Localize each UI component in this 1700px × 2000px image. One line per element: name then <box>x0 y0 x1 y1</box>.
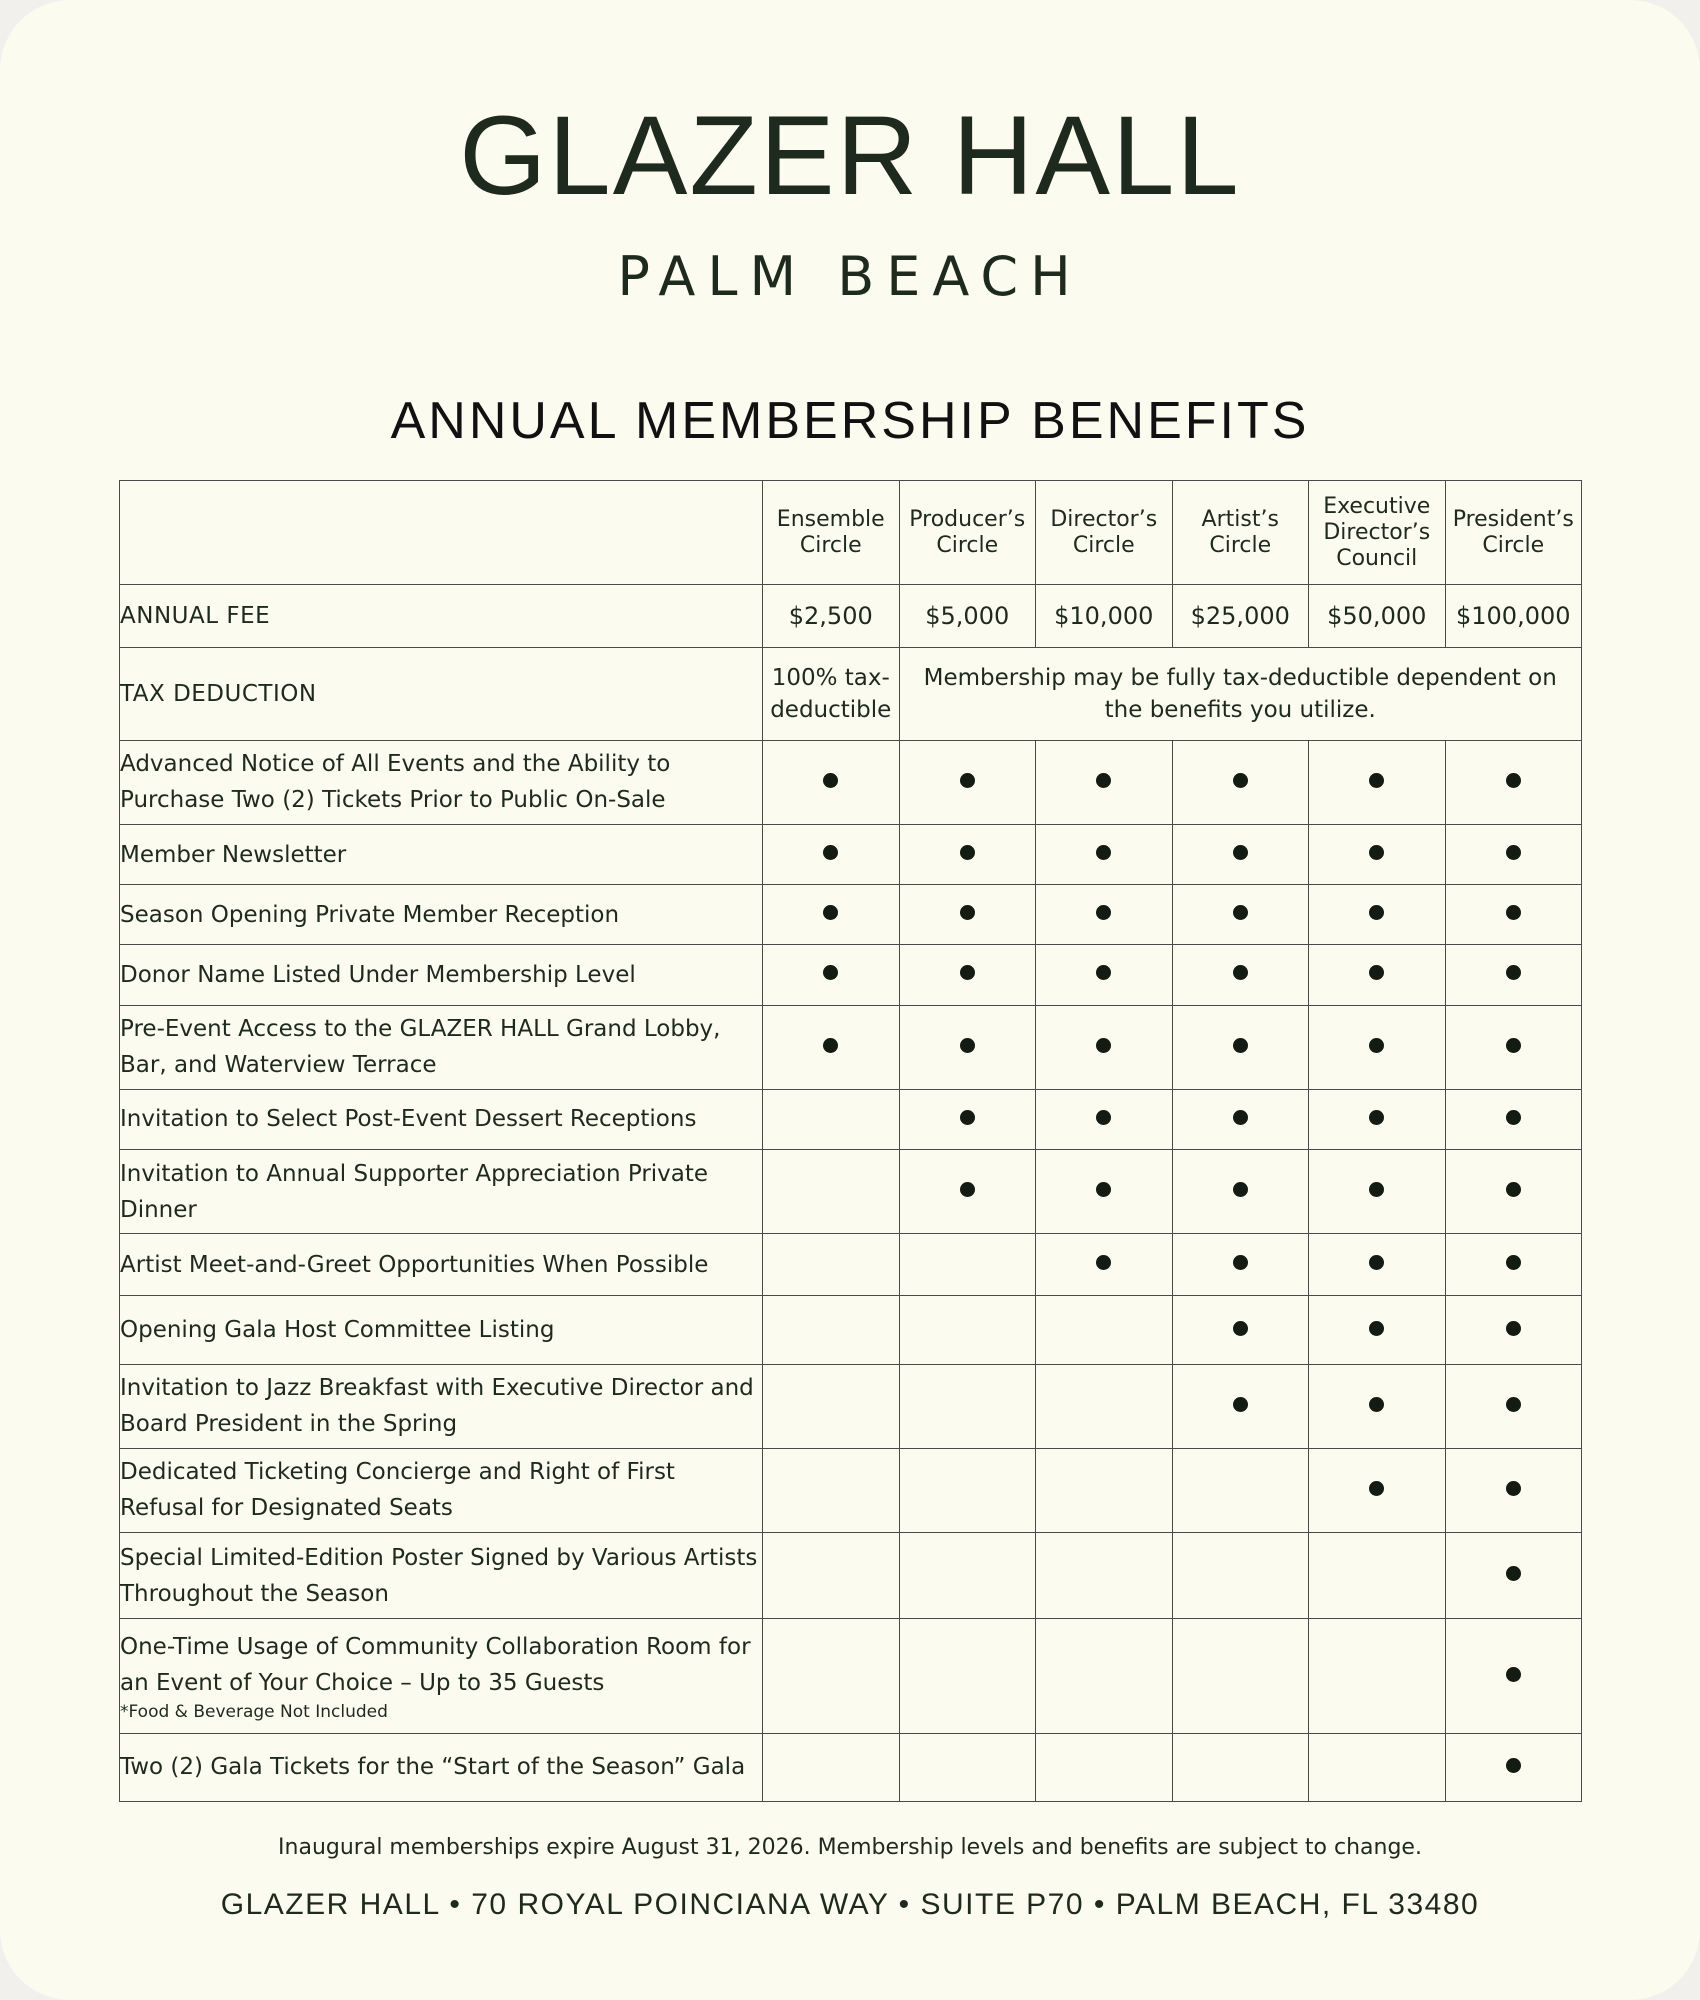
benefit-row <box>120 1733 1582 1801</box>
included-dot-icon <box>1506 1038 1521 1053</box>
benefit-cell-presidents <box>1445 1005 1582 1089</box>
benefit-cell-executive-directors <box>1309 740 1446 824</box>
benefit-cell-ensemble <box>763 1364 900 1448</box>
benefit-cell-artists <box>1172 1619 1309 1733</box>
benefit-label-cell <box>120 1296 763 1364</box>
benefit-cell-executive-directors <box>1309 1733 1446 1801</box>
benefit-cell-ensemble <box>763 945 900 1005</box>
benefit-cell-executive-directors <box>1309 1296 1446 1364</box>
benefit-cell-artists <box>1172 740 1309 824</box>
included-dot-icon <box>1233 1321 1248 1336</box>
benefit-cell-directors <box>1036 1733 1173 1801</box>
benefit-label-cell <box>120 1234 763 1296</box>
benefit-label: Season Opening Private Member Reception <box>120 901 620 928</box>
included-dot-icon <box>1506 1182 1521 1197</box>
tax-deduction-label: TAX DEDUCTION <box>120 647 763 740</box>
tier-header-executive-directors: Executive Director’s Council <box>1309 481 1446 585</box>
included-dot-icon <box>1233 1110 1248 1125</box>
included-dot-icon <box>1369 1038 1384 1053</box>
benefit-cell-ensemble <box>763 1089 900 1149</box>
benefit-cell-directors <box>1036 1619 1173 1733</box>
benefit-cell-producers <box>899 1364 1036 1448</box>
benefit-cell-directors <box>1036 1089 1173 1149</box>
benefit-cell-executive-directors <box>1309 885 1446 945</box>
benefit-cell-directors <box>1036 1149 1173 1233</box>
included-dot-icon <box>823 905 838 920</box>
benefit-cell-producers <box>899 1005 1036 1089</box>
benefit-label-cell <box>120 740 763 824</box>
included-dot-icon <box>1233 1255 1248 1270</box>
tier-header-row <box>120 481 1582 585</box>
included-dot-icon <box>1506 773 1521 788</box>
included-dot-icon <box>1369 845 1384 860</box>
benefit-cell-presidents <box>1445 1149 1582 1233</box>
annual-fee-row <box>120 585 1582 647</box>
tier-header-presidents: President’s Circle <box>1445 481 1582 585</box>
benefit-cell-presidents <box>1445 1364 1582 1448</box>
included-dot-icon <box>1506 845 1521 860</box>
included-dot-icon <box>960 773 975 788</box>
included-dot-icon <box>823 845 838 860</box>
benefit-label: Opening Gala Host Committee Listing <box>120 1317 555 1343</box>
included-dot-icon <box>1369 1182 1384 1197</box>
benefit-cell-directors <box>1036 1234 1173 1296</box>
benefit-label: Two (2) Gala Tickets for the “Start of the Season” Gala <box>120 1754 746 1781</box>
benefit-cell-presidents <box>1445 740 1582 824</box>
included-dot-icon <box>823 965 838 980</box>
benefit-row <box>120 1448 1582 1532</box>
benefit-cell-artists <box>1172 1005 1309 1089</box>
annual-fee-label: ANNUAL FEE <box>120 585 763 647</box>
brand-subtitle: PALM BEACH <box>617 245 1083 308</box>
benefit-cell-artists <box>1172 1089 1309 1149</box>
benefit-label: Dedicated Ticketing Concierge and Right of First Refusal for Designated Seats <box>120 1459 675 1522</box>
tier-header-artists: Artist’s Circle <box>1172 481 1309 585</box>
included-dot-icon <box>1096 1110 1111 1125</box>
included-dot-icon <box>823 773 838 788</box>
benefit-label: Invitation to Annual Supporter Appreciation Private Dinner <box>120 1160 709 1223</box>
benefit-label: Donor Name Listed Under Membership Level <box>120 961 636 988</box>
benefit-cell-executive-directors <box>1309 825 1446 885</box>
benefit-cell-executive-directors <box>1309 1234 1446 1296</box>
benefit-cell-executive-directors <box>1309 1089 1446 1149</box>
benefit-cell-presidents <box>1445 1296 1582 1364</box>
benefit-cell-presidents <box>1445 1089 1582 1149</box>
included-dot-icon <box>1369 965 1384 980</box>
benefit-cell-presidents <box>1445 885 1582 945</box>
included-dot-icon <box>1506 1667 1521 1682</box>
benefit-label: Artist Meet-and-Greet Opportunities When Possible <box>120 1251 709 1278</box>
benefit-cell-directors <box>1036 1296 1173 1364</box>
benefit-label-cell <box>120 1364 763 1448</box>
included-dot-icon <box>1369 1321 1384 1336</box>
benefit-cell-artists <box>1172 1149 1309 1233</box>
benefit-label: Special Limited-Edition Poster Signed by Various Artists Throughout the Season <box>120 1544 758 1607</box>
benefit-cell-producers <box>899 1448 1036 1532</box>
included-dot-icon <box>1506 1110 1521 1125</box>
included-dot-icon <box>1506 1758 1521 1773</box>
benefit-label-cell <box>120 1448 763 1532</box>
benefit-cell-directors <box>1036 1364 1173 1448</box>
benefit-cell-ensemble <box>763 885 900 945</box>
brand-title: GLAZER HALL <box>459 93 1241 218</box>
address-line: GLAZER HALL • 70 ROYAL POINCIANA WAY • SUITE P70 • PALM BEACH, FL 33480 <box>220 1888 1480 1921</box>
benefit-cell-directors <box>1036 1533 1173 1619</box>
benefit-row <box>120 825 1582 885</box>
benefit-label-cell <box>120 1619 763 1733</box>
benefit-cell-artists <box>1172 1448 1309 1532</box>
benefit-cell-producers <box>899 1619 1036 1733</box>
included-dot-icon <box>1096 1182 1111 1197</box>
benefit-label-cell <box>120 1149 763 1233</box>
included-dot-icon <box>1506 1397 1521 1412</box>
included-dot-icon <box>960 1038 975 1053</box>
benefit-cell-executive-directors <box>1309 1149 1446 1233</box>
benefit-row <box>120 1234 1582 1296</box>
benefit-cell-ensemble <box>763 1619 900 1733</box>
benefit-row <box>120 1089 1582 1149</box>
fee-ensemble: $2,500 <box>763 585 900 647</box>
included-dot-icon <box>960 845 975 860</box>
included-dot-icon <box>1096 845 1111 860</box>
benefit-cell-producers <box>899 1733 1036 1801</box>
benefit-cell-ensemble <box>763 1005 900 1089</box>
benefit-cell-presidents <box>1445 945 1582 1005</box>
benefit-cell-directors <box>1036 1005 1173 1089</box>
benefit-cell-directors <box>1036 740 1173 824</box>
benefit-cell-executive-directors <box>1309 945 1446 1005</box>
membership-footnote: Inaugural memberships expire August 31, 2026. Membership levels and benefits are subject to change. <box>278 1835 1422 1860</box>
tax-deduction-row <box>120 647 1582 740</box>
benefit-cell-producers <box>899 740 1036 824</box>
included-dot-icon <box>960 1110 975 1125</box>
benefit-note: *Food & Beverage Not Included <box>120 1702 388 1723</box>
benefit-label-cell <box>120 1533 763 1619</box>
benefit-cell-presidents <box>1445 1619 1582 1733</box>
benefit-cell-presidents <box>1445 1533 1582 1619</box>
benefit-cell-ensemble <box>763 1234 900 1296</box>
included-dot-icon <box>1369 1110 1384 1125</box>
benefit-cell-ensemble <box>763 1149 900 1233</box>
included-dot-icon <box>1369 905 1384 920</box>
benefit-label-cell <box>120 885 763 945</box>
benefit-cell-ensemble <box>763 1733 900 1801</box>
benefit-cell-presidents <box>1445 1448 1582 1532</box>
benefit-row <box>120 1533 1582 1619</box>
benefits-table <box>119 480 1582 1802</box>
included-dot-icon <box>1233 965 1248 980</box>
included-dot-icon <box>1369 1481 1384 1496</box>
benefit-label: Invitation to Select Post-Event Dessert Receptions <box>120 1106 697 1133</box>
benefit-cell-producers <box>899 945 1036 1005</box>
included-dot-icon <box>1506 1481 1521 1496</box>
page-title: ANNUAL MEMBERSHIP BENEFITS <box>390 392 1310 450</box>
benefit-cell-producers <box>899 825 1036 885</box>
included-dot-icon <box>1506 1321 1521 1336</box>
included-dot-icon <box>1506 965 1521 980</box>
included-dot-icon <box>1096 905 1111 920</box>
benefit-cell-directors <box>1036 945 1173 1005</box>
benefit-row <box>120 1364 1582 1448</box>
benefit-cell-ensemble <box>763 1296 900 1364</box>
benefit-cell-presidents <box>1445 1733 1582 1801</box>
benefit-cell-executive-directors <box>1309 1005 1446 1089</box>
included-dot-icon <box>1369 773 1384 788</box>
included-dot-icon <box>1233 845 1248 860</box>
fee-artists: $25,000 <box>1172 585 1309 647</box>
header-corner-cell <box>120 481 763 585</box>
benefit-cell-producers <box>899 1089 1036 1149</box>
benefit-cell-executive-directors <box>1309 1619 1446 1733</box>
benefit-cell-presidents <box>1445 825 1582 885</box>
included-dot-icon <box>1096 965 1111 980</box>
included-dot-icon <box>960 1182 975 1197</box>
included-dot-icon <box>1369 1255 1384 1270</box>
included-dot-icon <box>1233 773 1248 788</box>
fee-presidents: $100,000 <box>1445 585 1582 647</box>
included-dot-icon <box>1506 1566 1521 1581</box>
benefit-label: Member Newsletter <box>120 841 347 868</box>
benefit-cell-artists <box>1172 1234 1309 1296</box>
included-dot-icon <box>1506 905 1521 920</box>
tax-ensemble-text: 100% tax-deductible <box>763 647 900 740</box>
benefit-cell-artists <box>1172 1733 1309 1801</box>
included-dot-icon <box>960 905 975 920</box>
fee-producers: $5,000 <box>899 585 1036 647</box>
benefit-row <box>120 1005 1582 1089</box>
benefit-cell-ensemble <box>763 1533 900 1619</box>
benefit-cell-directors <box>1036 885 1173 945</box>
benefit-row <box>120 1296 1582 1364</box>
benefit-cell-artists <box>1172 1533 1309 1619</box>
benefit-cell-executive-directors <box>1309 1448 1446 1532</box>
benefit-cell-executive-directors <box>1309 1533 1446 1619</box>
included-dot-icon <box>1096 773 1111 788</box>
included-dot-icon <box>1369 1397 1384 1412</box>
benefit-label-cell <box>120 945 763 1005</box>
benefit-cell-producers <box>899 1533 1036 1619</box>
benefit-label: Advanced Notice of All Events and the Ability to Purchase Two (2) Tickets Prior to Public On-Sale <box>120 751 671 814</box>
tier-header-producers: Producer’s Circle <box>899 481 1036 585</box>
benefit-cell-ensemble <box>763 825 900 885</box>
benefit-row <box>120 885 1582 945</box>
benefit-cell-artists <box>1172 945 1309 1005</box>
benefit-row <box>120 945 1582 1005</box>
benefit-label: One-Time Usage of Community Collaboration Room for an Event of Your Choice – Up to 35 Guests <box>120 1634 751 1697</box>
tier-header-ensemble: Ensemble Circle <box>763 481 900 585</box>
benefit-cell-producers <box>899 1149 1036 1233</box>
tax-others-text: Membership may be fully tax-deductible dependent on the benefits you utilize. <box>899 647 1582 740</box>
included-dot-icon <box>1096 1255 1111 1270</box>
fee-directors: $10,000 <box>1036 585 1173 647</box>
included-dot-icon <box>823 1038 838 1053</box>
benefit-label-cell <box>120 825 763 885</box>
tier-header-directors: Director’s Circle <box>1036 481 1173 585</box>
included-dot-icon <box>1233 1397 1248 1412</box>
benefit-row <box>120 1149 1582 1233</box>
benefit-cell-ensemble <box>763 740 900 824</box>
benefit-cell-executive-directors <box>1309 1364 1446 1448</box>
included-dot-icon <box>1233 1038 1248 1053</box>
benefit-label-cell <box>120 1005 763 1089</box>
benefit-cell-directors <box>1036 825 1173 885</box>
benefit-cell-ensemble <box>763 1448 900 1532</box>
benefit-label-cell <box>120 1089 763 1149</box>
included-dot-icon <box>960 965 975 980</box>
benefit-row <box>120 740 1582 824</box>
benefit-cell-artists <box>1172 885 1309 945</box>
benefit-cell-artists <box>1172 1296 1309 1364</box>
benefit-row <box>120 1619 1582 1733</box>
benefit-cell-producers <box>899 885 1036 945</box>
benefit-cell-directors <box>1036 1448 1173 1532</box>
included-dot-icon <box>1506 1255 1521 1270</box>
benefit-label: Invitation to Jazz Breakfast with Executive Director and Board President in the Spring <box>120 1375 754 1438</box>
benefit-cell-artists <box>1172 1364 1309 1448</box>
benefit-label-cell <box>120 1733 763 1801</box>
included-dot-icon <box>1233 905 1248 920</box>
included-dot-icon <box>1096 1038 1111 1053</box>
benefit-label: Pre-Event Access to the GLAZER HALL Grand Lobby, Bar, and Waterview Terrace <box>120 1016 721 1079</box>
benefit-cell-presidents <box>1445 1234 1582 1296</box>
benefit-cell-producers <box>899 1296 1036 1364</box>
fee-executive-directors: $50,000 <box>1309 585 1446 647</box>
benefit-cell-producers <box>899 1234 1036 1296</box>
included-dot-icon <box>1233 1182 1248 1197</box>
benefit-cell-artists <box>1172 825 1309 885</box>
